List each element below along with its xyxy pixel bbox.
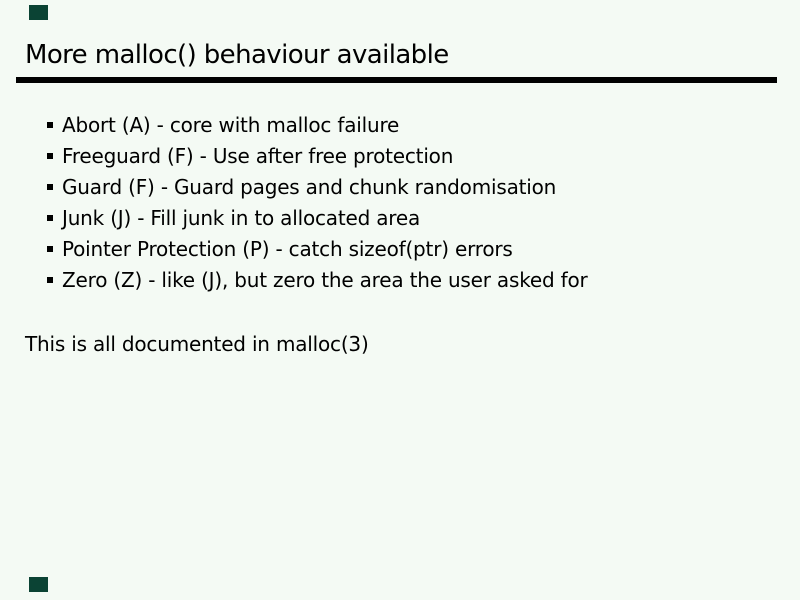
list-item <box>47 233 588 264</box>
title-underline <box>16 77 777 83</box>
square-bullet-icon <box>47 215 53 221</box>
bullet-text: Junk (J) - Fill junk in to allocated area <box>62 205 421 230</box>
list-item <box>47 109 588 140</box>
footer-note: This is all documented in malloc(3) <box>25 332 369 356</box>
list-item <box>47 202 588 233</box>
square-bullet-icon <box>47 184 53 190</box>
list-item <box>47 264 588 295</box>
bullet-text: Guard (F) - Guard pages and chunk randomisation <box>62 174 557 199</box>
bullet-text: Freeguard (F) - Use after free protection <box>62 143 454 168</box>
list-item <box>47 171 588 202</box>
page-title: More malloc() behaviour available <box>25 40 449 70</box>
bullet-list <box>47 109 588 295</box>
bullet-text: Abort (A) - core with malloc failure <box>62 112 400 137</box>
square-bullet-icon <box>47 277 53 283</box>
page-corner-marker-icon <box>29 577 48 592</box>
bullet-text: Pointer Protection (P) - catch sizeof(ptr) errors <box>62 236 513 261</box>
square-bullet-icon <box>47 153 53 159</box>
square-bullet-icon <box>47 246 53 252</box>
bullet-text: Zero (Z) - like (J), but zero the area the user asked for <box>62 267 588 292</box>
square-bullet-icon <box>47 122 53 128</box>
page-corner-marker-icon <box>29 5 48 20</box>
list-item <box>47 140 588 171</box>
